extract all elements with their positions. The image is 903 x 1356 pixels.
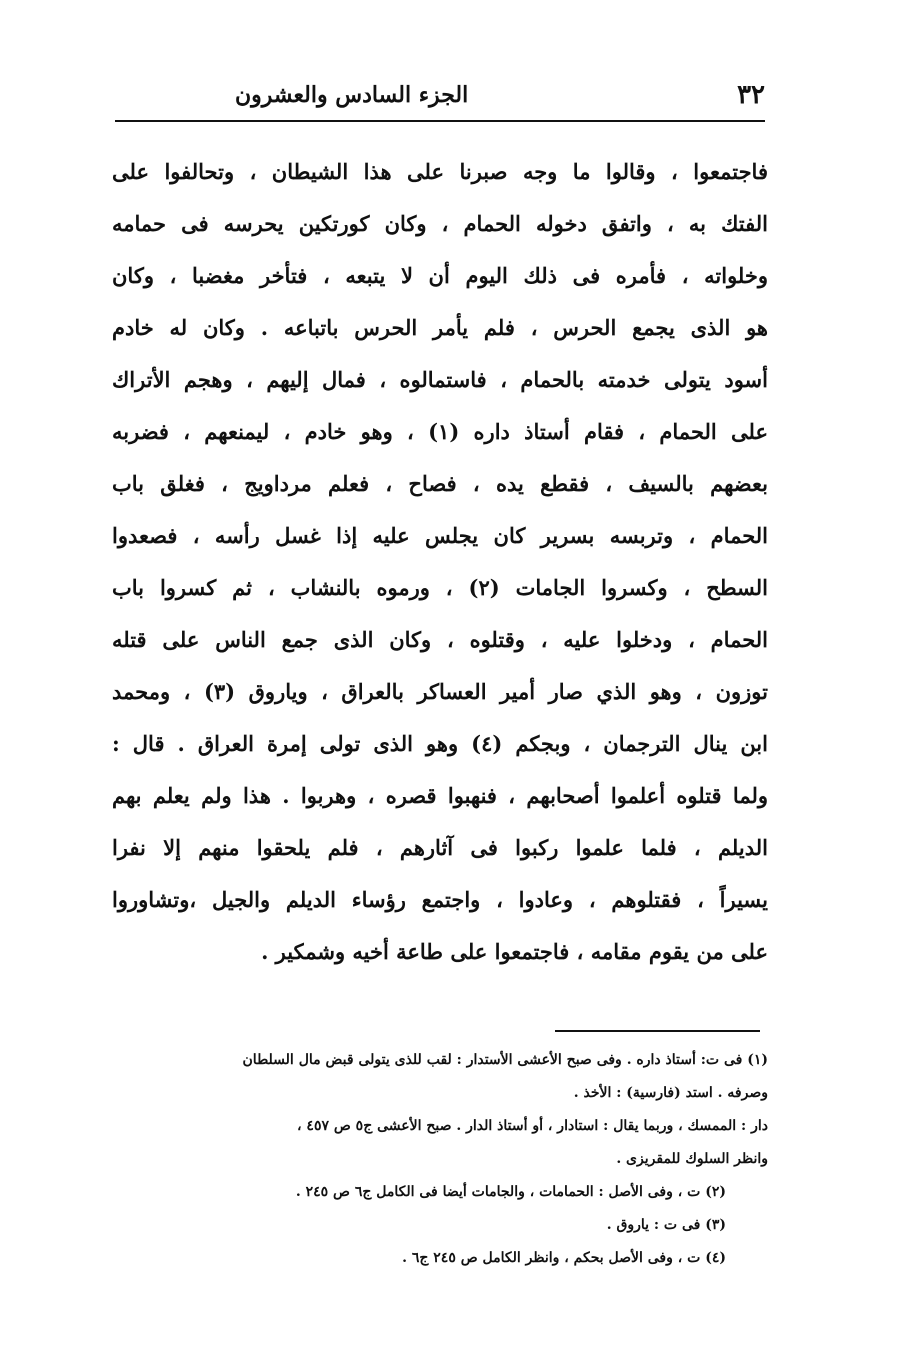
page-header [115, 70, 765, 120]
text-line: على من يقوم مقامه ، فاجتمعوا على طاعة أخيه وشمكير . [261, 939, 768, 964]
text-line: توزون ، وهو الذي صار أمير العساكر بالعراق ، وياروق (٣) ، ومحمد [112, 679, 768, 704]
text-line: الديلم ، فلما علموا ركبوا فى آثارهم ، فلم يلحقوا منهم إلا نفرا [112, 835, 768, 860]
footnote-rule [555, 1030, 760, 1032]
running-title: الجزء السادس والعشرون [235, 82, 469, 108]
text-line: الحمام ، وتربسه بسرير كان يجلس عليه إذا غسل رأسه ، فصعدوا [112, 523, 768, 548]
text-line: الحمام ، ودخلوا عليه ، وقتلوه ، وكان الذى جمع الناس على قتله [112, 627, 768, 652]
footnote-line: (٣) فى ت : ياروق . [606, 1217, 726, 1233]
footnote-line: دار : الممسك ، وربما يقال : استادار ، أو أستاذ الدار . صبح الأعشى ج٥ ص ٤٥٧ ، [297, 1118, 768, 1134]
text-line: ابن ينال الترجمان ، وبجكم (٤) وهو الذى تولى إمرة العراق . قال : [112, 731, 768, 756]
text-line: هو الذى يجمع الحرس ، فلم يأمر الحرس باتباعه . وكان له خادم [112, 315, 768, 340]
footnote-line: وصرفه . استد (فارسية) : الأخذ . [573, 1085, 768, 1101]
footnote-line: (٤) ت ، وفى الأصل بحكم ، وانظر الكامل ص ٢٤٥ ج٦ . [402, 1250, 726, 1266]
footnote-line: (٢) ت ، وفى الأصل : الحمامات ، والجامات أيضا فى الكامل ج٦ ص ٢٤٥ . [295, 1184, 726, 1200]
text-line: وخلواته ، فأمره فى ذلك اليوم أن لا يتبعه ، فتأخر مغضبا ، وكان [112, 263, 768, 288]
text-line: بعضهم بالسيف ، فقطع يده ، فصاح ، فعلم مرداويج ، فغلق باب [112, 471, 768, 496]
footnotes [112, 1044, 768, 1275]
text-line: أسود يتولى خدمته بالحمام ، فاستمالوه ، فمال إليهم ، وهجم الأتراك [112, 367, 768, 392]
text-line: السطح ، وكسروا الجامات (٢) ، ورموه بالنشاب ، ثم كسروا باب [112, 575, 768, 600]
text-line: فاجتمعوا ، وقالوا ما وجه صبرنا على هذا الشيطان ، وتحالفوا على [112, 159, 768, 184]
text-line: ولما قتلوه أعلموا أصحابهم ، فنهبوا قصره ، وهربوا . هذا ولم يعلم بهم [112, 783, 768, 808]
page-number: ٣٢ [737, 80, 765, 110]
body-text [112, 146, 768, 978]
footnote-line: (١) فى ت: أستاذ داره . وفى صبح الأعشى الأستدار : لقب للذى يتولى قبض مال السلطان [242, 1052, 768, 1068]
text-line: الفتك به ، واتفق دخوله الحمام ، وكان كورتكين يحرسه فى حمامه [112, 211, 768, 236]
text-line: يسيراً ، فقتلوهم ، وعادوا ، واجتمع رؤساء الديلم والجيل ،وتشاوروا [112, 887, 768, 912]
text-line: على الحمام ، فقام أستاذ داره (١) ، وهو خادم ، ليمنعهم ، فضربه [112, 419, 768, 444]
footnote-line: وانظر السلوك للمقريزى . [616, 1151, 768, 1167]
header-rule [115, 120, 765, 122]
